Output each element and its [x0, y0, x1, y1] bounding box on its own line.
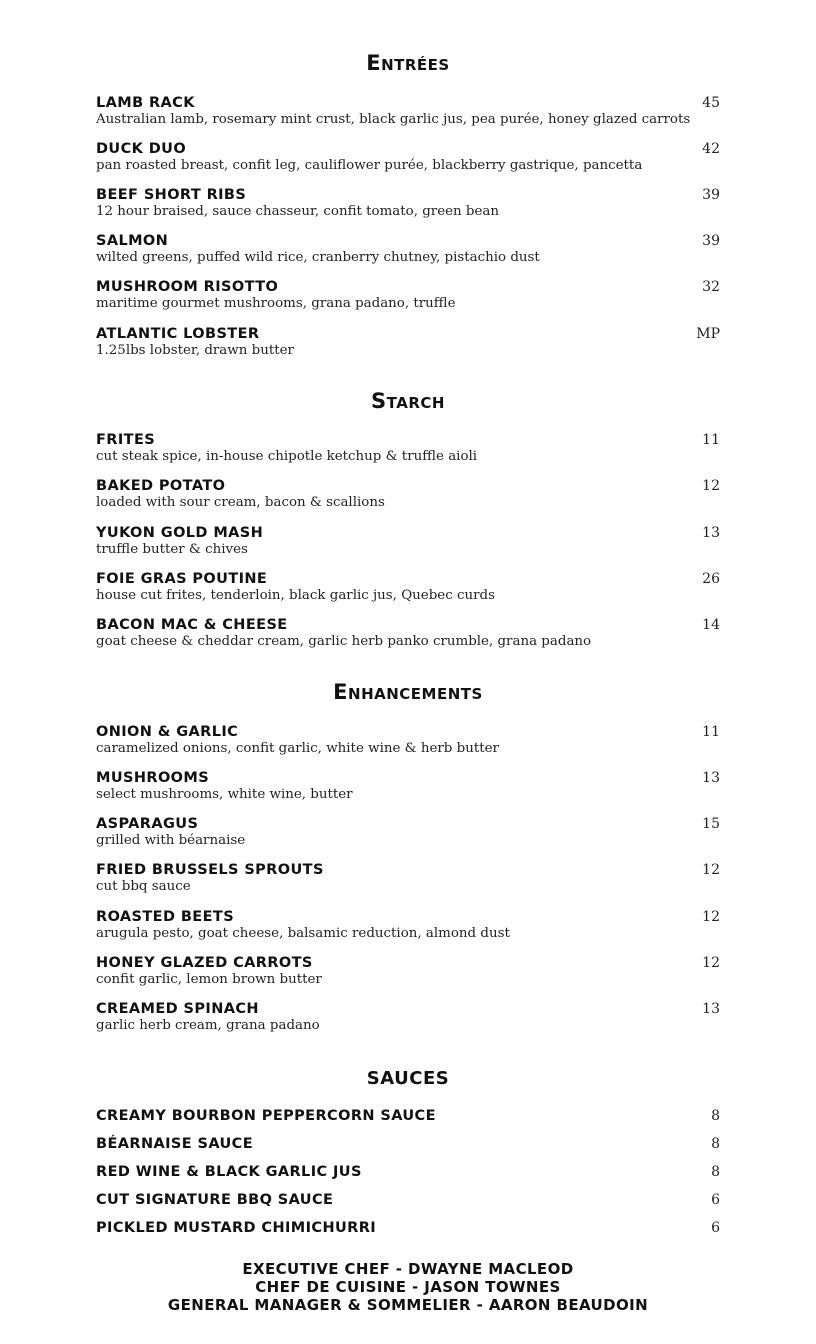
item-price: 13 — [702, 770, 720, 786]
item-name: RED WINE & BLACK GARLIC JUS — [96, 1164, 362, 1180]
item-price: 6 — [711, 1192, 720, 1208]
menu-item — [96, 861, 720, 901]
item-description: loaded with sour cream, bacon & scallions — [96, 495, 385, 510]
section-title-starch: Starch — [371, 389, 445, 413]
item-name: BEEF SHORT RIBS — [96, 187, 247, 203]
item-price: 12 — [702, 478, 720, 494]
item-description: 1.25lbs lobster, drawn butter — [96, 343, 294, 358]
item-name: DUCK DUO — [96, 141, 187, 157]
item-name: FOIE GRAS POUTINE — [96, 571, 268, 587]
item-price: 32 — [702, 279, 720, 295]
item-name: YUKON GOLD MASH — [96, 525, 264, 541]
menu-item — [96, 140, 720, 180]
menu-item — [96, 769, 720, 809]
item-name: SALMON — [96, 233, 169, 249]
credit-executive-chef: EXECUTIVE CHEF - DWAYNE MACLEOD — [242, 1260, 574, 1278]
item-price: 39 — [702, 187, 720, 203]
item-name: FRIED BRUSSELS SPROUTS — [96, 862, 324, 878]
menu-item — [96, 431, 720, 471]
menu-item — [96, 616, 720, 656]
item-description: goat cheese & cheddar cream, garlic herb panko crumble, grana padano — [96, 634, 592, 649]
item-name: HONEY GLAZED CARROTS — [96, 955, 313, 971]
section-title-sauces: SAUCES — [366, 1068, 450, 1089]
item-description: pan roasted breast, confit leg, cauliflower purée, blackberry gastrique, pancetta — [96, 158, 643, 173]
item-description: garlic herb cream, grana padano — [96, 1018, 320, 1033]
section-title-enhancements: Enhancements — [333, 680, 483, 704]
credit-chef-de-cuisine: CHEF DE CUISINE - JASON TOWNES — [255, 1278, 561, 1296]
item-name: CREAMY BOURBON PEPPERCORN SAUCE — [96, 1108, 436, 1124]
menu-item — [96, 723, 720, 763]
item-description: house cut frites, tenderloin, black garlic jus, Quebec curds — [96, 588, 495, 603]
item-price: 15 — [702, 816, 720, 832]
credit-general-manager: GENERAL MANAGER & SOMMELIER - AARON BEAUDOIN — [167, 1296, 649, 1314]
item-price: 42 — [702, 141, 720, 157]
item-description: grilled with béarnaise — [96, 833, 246, 848]
item-name: CREAMED SPINACH — [96, 1001, 259, 1017]
item-name: ONION & GARLIC — [96, 724, 239, 740]
menu-item — [96, 94, 720, 134]
item-price: 26 — [702, 571, 720, 587]
item-description: wilted greens, puffed wild rice, cranberry chutney, pistachio dust — [96, 250, 540, 265]
menu-item — [96, 325, 720, 365]
item-name: MUSHROOMS — [96, 770, 210, 786]
item-price: 12 — [702, 955, 720, 971]
item-price: 12 — [702, 862, 720, 878]
sauce-item — [96, 1219, 720, 1239]
item-description: select mushrooms, white wine, butter — [96, 787, 353, 802]
item-name: BACON MAC & CHEESE — [96, 617, 288, 633]
menu-item — [96, 1000, 720, 1040]
item-description: Australian lamb, rosemary mint crust, black garlic jus, pea purée, honey glazed carrots — [96, 112, 691, 127]
menu-item — [96, 232, 720, 272]
item-name: BAKED POTATO — [96, 478, 226, 494]
item-price: 14 — [702, 617, 720, 633]
menu-item — [96, 815, 720, 855]
item-price: 13 — [702, 1001, 720, 1017]
item-description: confit garlic, lemon brown butter — [96, 972, 322, 987]
item-price: 11 — [702, 724, 720, 740]
sauce-item — [96, 1135, 720, 1155]
item-price: 8 — [711, 1164, 720, 1180]
item-description: truffle butter & chives — [96, 542, 248, 557]
item-description: cut steak spice, in-house chipotle ketchup & truffle aioli — [96, 449, 478, 464]
item-name: ATLANTIC LOBSTER — [96, 326, 260, 342]
item-name: ASPARAGUS — [96, 816, 199, 832]
menu-item — [96, 908, 720, 948]
menu-item — [96, 954, 720, 994]
item-price: 6 — [711, 1220, 720, 1236]
item-name: MUSHROOM RISOTTO — [96, 279, 279, 295]
sauce-item — [96, 1163, 720, 1183]
item-price: 8 — [711, 1136, 720, 1152]
item-name: LAMB RACK — [96, 95, 195, 111]
item-description: maritime gourmet mushrooms, grana padano, truffle — [96, 296, 456, 311]
menu-item — [96, 570, 720, 610]
menu-item — [96, 524, 720, 564]
menu-item — [96, 186, 720, 226]
menu-item — [96, 477, 720, 517]
section-title-entrees: Entrées — [366, 51, 450, 75]
item-price: 11 — [702, 432, 720, 448]
item-name: FRITES — [96, 432, 156, 448]
item-description: arugula pesto, goat cheese, balsamic reduction, almond dust — [96, 926, 510, 941]
item-name: BÉARNAISE SAUCE — [96, 1136, 254, 1152]
item-price: MP — [696, 326, 720, 342]
item-price: 8 — [711, 1108, 720, 1124]
sauce-item — [96, 1191, 720, 1211]
item-name: CUT SIGNATURE BBQ SAUCE — [96, 1192, 334, 1208]
item-price: 12 — [702, 909, 720, 925]
item-price: 45 — [702, 95, 720, 111]
item-name: ROASTED BEETS — [96, 909, 235, 925]
item-price: 39 — [702, 233, 720, 249]
item-description: cut bbq sauce — [96, 879, 191, 894]
item-description: 12 hour braised, sauce chasseur, confit tomato, green bean — [96, 204, 500, 219]
menu-item — [96, 278, 720, 318]
item-price: 13 — [702, 525, 720, 541]
item-description: caramelized onions, confit garlic, white wine & herb butter — [96, 741, 499, 756]
sauce-item — [96, 1107, 720, 1127]
item-name: PICKLED MUSTARD CHIMICHURRI — [96, 1220, 377, 1236]
